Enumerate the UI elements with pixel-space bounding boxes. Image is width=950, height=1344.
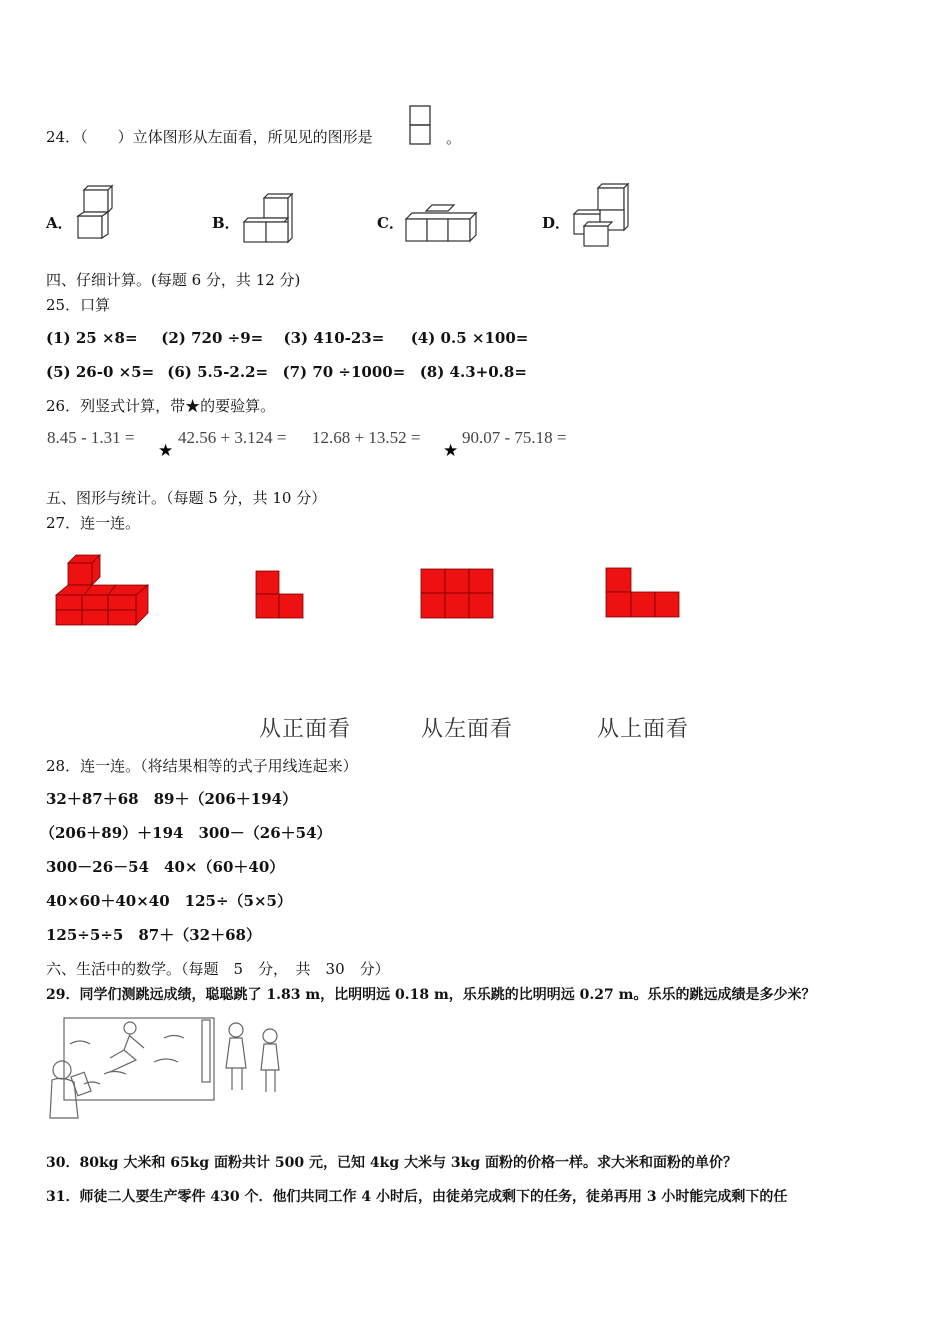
q26-title: 26．列竖式计算，带★的要验算。 (46, 397, 276, 415)
q25-item-3: (3) 410-23= (283, 329, 385, 347)
q24-end-mark: 。 (446, 129, 462, 147)
q28-row-1: 32＋87＋68 89＋（206＋194） (46, 790, 298, 808)
q26-expr-3: 12.68 + 13.52 = (312, 428, 421, 447)
q25-row-1 (46, 328, 528, 348)
q26-star-1: ★ (158, 441, 174, 461)
q25-item-4: (4) 0.5 ×100= (410, 329, 529, 347)
view-label-top: 从上面看 (597, 717, 690, 742)
q26-star-2: ★ (443, 441, 459, 461)
q28-row-4: 40×60＋40×40 125÷（5×5） (46, 892, 292, 910)
option-b-label: B． (212, 214, 240, 232)
q25-title: 25．口算 (46, 296, 111, 314)
q25-item-6: (6) 5.5-2.2= (167, 363, 269, 381)
q25-item-1: (1) 25 ×8= (46, 329, 138, 347)
q28-row-5: 125÷5÷5 87＋（32＋68） (46, 926, 261, 944)
q26-expr-4: 90.07 - 75.18 = (462, 428, 567, 447)
section-5-title: 五、图形与统计。（每题 5 分，共 10 分） (46, 489, 327, 507)
view-label-left: 从左面看 (421, 717, 514, 742)
option-a-label: A． (46, 214, 73, 232)
q28-title: 28．连一连。（将结果相等的式子用线连起来） (46, 757, 358, 775)
long-jump-illustration (44, 1014, 288, 1122)
view-shape-rectangle (420, 568, 494, 620)
option-d-cubes (570, 184, 632, 250)
q25-item-2: (2) 720 ÷9= (161, 329, 264, 347)
option-c-label: C． (377, 214, 404, 232)
option-d-label: D． (542, 214, 571, 232)
view-label-front: 从正面看 (259, 717, 352, 742)
q27-title: 27．连一连。 (46, 514, 141, 532)
q25-item-5: (5) 26-0 ×5= (46, 363, 155, 381)
view-shape-l-long (605, 567, 681, 619)
view-shape-l-small (255, 570, 305, 620)
q30-text: 30．80kg 大米和 65kg 面粉共计 500 元，已知 4kg 大米与 3kg 面粉的价格一样。求大米和面粉的单价？ (46, 1155, 737, 1171)
section-4-title: 四、仔细计算。(每题 6 分，共 12 分) (46, 271, 301, 289)
q26-expr-2: 42.56 + 3.124 = (178, 428, 287, 447)
section-6-title: 六、生活中的数学。（每题 5 分， 共 30 分） (46, 960, 390, 978)
q25-item-8: (8) 4.3+0.8= (419, 363, 527, 381)
q28-row-2: （206＋89）＋194 300－（26＋54） (40, 824, 332, 842)
q28-row-3: 300－26－54 40×（60＋40） (46, 858, 285, 876)
option-a-cubes (76, 186, 116, 242)
q24-left-view-figure (409, 105, 431, 145)
option-c-cubes (404, 205, 478, 243)
q24-text: 24．（ ）立体图形从左面看，所见见的图形是 (46, 128, 373, 146)
q26-expr-1: 8.45 - 1.31 = (47, 428, 135, 447)
q25-item-7: (7) 70 ÷1000= (282, 363, 406, 381)
option-b-cubes (242, 194, 298, 244)
q24-question (46, 127, 373, 147)
q25-row-2 (46, 362, 527, 382)
red-cube-solid (54, 555, 150, 627)
q31-text: 31．师徒二人要生产零件 430 个．他们共同工作 4 小时后，由徒弟完成剩下的任务，徒弟再用 3 小时能完成剩下的任 (46, 1189, 788, 1205)
q29-text: 29．同学们测跳远成绩，聪聪跳了 1.83 m，比明明远 0.18 m，乐乐跳的比明明远 0.27 m。乐乐的跳远成绩是多少米？ (46, 987, 816, 1003)
